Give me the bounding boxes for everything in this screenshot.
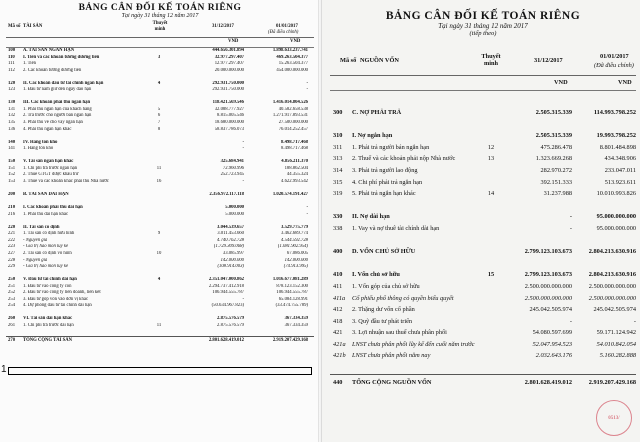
cell-v2: 188.862.504: [284, 165, 308, 171]
cell-code: 311: [333, 143, 343, 151]
cell-code: 132: [8, 113, 16, 119]
cell-label: TỔNG CỘNG TÀI SẢN: [23, 338, 73, 344]
cell-v2: 8.801.484.898: [599, 143, 636, 151]
right-continued: (tiếp theo): [469, 30, 497, 37]
cell-note: 7: [157, 120, 161, 126]
unit-v2: VND: [618, 79, 632, 86]
cell-v2: 67.086.005: [286, 250, 308, 256]
cell-v2: 27.500.000.000: [278, 120, 308, 126]
cell-label: 3. Đầu tư góp vốn vào đơn vị khác: [23, 296, 89, 302]
cell-note: 9: [157, 231, 161, 237]
cell-note: 16: [156, 178, 162, 184]
cell-label: D. VỐN CHỦ SỞ HỮU: [352, 248, 416, 256]
cell-v2: 367.334.359: [284, 322, 308, 328]
cell-v1: 12.977.297.407: [214, 61, 244, 67]
cell-code: 136: [8, 126, 16, 132]
company-seal: 0513/: [596, 400, 632, 436]
cell-v1: 2.032.643.176: [535, 352, 572, 360]
cell-label: V. Đầu tư tài chính dài hạn: [23, 277, 77, 283]
cell-code: 440: [333, 378, 343, 386]
cell-label: 5. Phải trả ngắn hạn khác: [352, 190, 416, 198]
cell-code: 210: [8, 205, 16, 211]
cell-label: VI. Tài sản dài hạn khác: [23, 316, 73, 322]
cell-v2: 15.263.504.377: [278, 61, 308, 67]
cell-note: 14: [487, 190, 495, 198]
cell-label: 2. Thặng dư vốn cổ phần: [352, 306, 415, 314]
cell-v1: 444.656.301.894: [212, 48, 244, 53]
cell-label: 3. Quỹ đầu tư phát triển: [352, 317, 413, 325]
cell-v1: 292.931.750.000: [212, 80, 244, 86]
cell-v2: 1.020.574.191.427: [272, 192, 308, 198]
cell-v2: 2.804.213.630.916: [588, 271, 636, 279]
cell-v1: 72.960.996: [222, 165, 244, 171]
cell-v1: 2.505.315.339: [535, 109, 572, 116]
cell-v2: 2.500.000.000.000: [588, 294, 636, 302]
cell-label: 2. Các khoản tương đương tiền: [23, 67, 82, 73]
cell-code: 315: [333, 178, 343, 186]
header-note: Thuyết minh: [481, 53, 501, 67]
cell-v1: 118.421.569.546: [212, 100, 244, 106]
cell-v2: 19.993.798.252: [596, 132, 636, 140]
cell-v1: 52.047.954.523: [532, 340, 572, 348]
cell-label: IV. Hàng tồn kho: [23, 139, 58, 145]
cell-code: 123: [8, 87, 16, 93]
table-row: [330, 107, 636, 119]
cell-v1: 32.977.297.407: [214, 54, 244, 60]
table-row: [330, 246, 636, 258]
table-row: [330, 200, 636, 212]
cell-v1: (1.729.309.068): [213, 244, 244, 250]
left-subtitle: Tại ngày 31 tháng 12 năm 2017: [121, 13, 199, 19]
table-row: [330, 258, 636, 270]
cell-code: 254: [8, 303, 16, 309]
cell-code: 411: [333, 282, 343, 290]
cell-label: - Nguyên giá: [23, 257, 48, 263]
cell-v1: 54.080.597.699: [532, 329, 572, 337]
cell-code: 330: [333, 213, 343, 221]
cell-code: 110: [8, 54, 15, 60]
header-v2-sub: (Đã điều chỉnh): [594, 62, 634, 69]
cell-label: LNST chưa phân phối năm nay: [352, 352, 431, 360]
table-row: [330, 304, 636, 316]
table-row: [330, 362, 636, 374]
cell-v2: 8.498.717.468: [281, 139, 308, 145]
table-row: [330, 165, 636, 177]
cell-v2: (1.081.902.954): [277, 244, 308, 250]
cell-label: 1. Phải thu dài hạn khác: [23, 211, 69, 217]
cell-code: 300: [333, 109, 343, 116]
cell-v2: (33.474.755.789): [275, 303, 308, 309]
left-table-header: [6, 21, 314, 38]
cell-v2: 4.856.211.370: [281, 159, 308, 165]
cell-label: 3. Phải thu về cho vay ngắn hạn: [23, 120, 83, 126]
table-row: [330, 119, 636, 131]
cell-code: 229: [8, 264, 16, 270]
header-v1: 31/12/2017: [534, 57, 563, 64]
table-row: [330, 281, 636, 293]
cell-v2: 95.000.000.000: [596, 213, 636, 221]
cell-v2: 106.944.555.787: [276, 290, 308, 296]
cell-label: 1. Phải trả người bán ngắn hạn: [352, 143, 430, 151]
table-row: [330, 142, 636, 154]
cell-v1: 3.044.539.657: [217, 224, 244, 230]
cell-v2: 1.271.917.893.531: [272, 113, 308, 119]
cell-label: 2. Thuế GTGT được khấu trừ: [23, 172, 79, 178]
cell-label: 1. Vay và nợ thuê tài chính dài hạn: [352, 224, 440, 232]
table-row: [330, 374, 636, 390]
unit-v1: VND: [554, 79, 568, 86]
header-v2: 01/01/2017: [276, 24, 298, 29]
cell-label: I. Vốn chủ sở hữu: [352, 271, 400, 279]
cell-code: 151: [8, 165, 16, 171]
cell-code: 153: [8, 178, 16, 184]
cell-v1: 8.815.005.546: [217, 113, 244, 119]
cell-v1: 1.323.669.268: [535, 155, 572, 163]
header-code: Mã số: [340, 57, 357, 64]
unit-v2: VND: [290, 39, 301, 44]
cell-v2: 2.919.207.429.168: [272, 338, 308, 344]
cell-v1: (50.634.967.823): [211, 303, 244, 309]
cell-v1: 475.286.478: [540, 143, 572, 151]
cell-v1: 282.970.272: [540, 166, 572, 174]
cell-label: 4. Phải thu ngắn hạn khác: [23, 126, 72, 132]
cell-v1: 2.875.576.579: [217, 316, 244, 322]
cell-v1: 3.011.453.660: [217, 231, 244, 237]
cell-v2: -: [306, 205, 308, 211]
table-row: [330, 211, 636, 223]
header-note: Thuyết minh: [152, 21, 168, 32]
cell-v2: 434.348.906: [604, 155, 636, 163]
cell-code: 150: [8, 159, 16, 165]
cell-v2: 3.529.775.779: [281, 224, 308, 230]
cell-label: I. Các khoản phải thu dài hạn: [23, 205, 83, 211]
cell-label: LNST chưa phân phối lũy kế đến cuối năm trước: [352, 340, 475, 348]
cell-v1: 2.356.972.117.118: [209, 192, 244, 198]
cell-label: 1. Đầu tư nắm giữ đến ngày đáo hạn: [23, 87, 92, 93]
cell-label: 1. Tài sản cố định hữu hình: [23, 231, 75, 237]
cell-label: 4. Chi phí phải trả ngắn hạn: [352, 178, 423, 186]
cell-v1: (108.914.003): [217, 264, 244, 270]
cell-label: 1. Hàng tồn kho: [23, 146, 54, 152]
cell-v1: 252.723.945: [220, 172, 244, 178]
cell-code: 200: [8, 192, 16, 198]
cell-v1: 18.680.000.000: [214, 120, 244, 126]
cell-label: 1. Phải thu ngắn hạn của khách hàng: [23, 106, 92, 112]
cell-note: 12: [487, 143, 495, 151]
right-unit-row: [330, 76, 636, 91]
cell-code: 152: [8, 172, 16, 178]
cell-label: 4. Dự phòng đầu tư tài chính dài hạn: [23, 303, 92, 309]
cell-label: TỔNG CỘNG NGUỒN VỐN: [352, 378, 432, 386]
cell-v1: 2.799.123.103.673: [524, 271, 572, 279]
table-row: [6, 336, 314, 345]
cell-v2: 142.000.000: [284, 257, 308, 263]
cell-v1: -: [242, 139, 244, 145]
table-row: [330, 350, 636, 362]
cell-code: 130: [8, 100, 16, 106]
cell-v1: 2.801.628.419.012: [208, 338, 244, 344]
cell-code: 220: [8, 224, 16, 230]
cell-code: 100: [8, 48, 16, 53]
cell-v2: -: [633, 317, 636, 325]
cell-v1: 4.740.762.728: [217, 237, 244, 243]
cell-note: 4: [157, 277, 161, 283]
cell-code: 319: [333, 190, 343, 198]
table-row: [330, 177, 636, 189]
cell-v2: 95.000.000.000: [596, 224, 636, 232]
cell-v1: 2.505.315.339: [535, 132, 572, 140]
cell-v2: 1.016.677.081.289: [272, 277, 308, 283]
header-v1: 31/12/2017: [212, 24, 234, 29]
cell-label: 1. Chi phí trả trước ngắn hạn: [23, 165, 78, 171]
cell-v2: 5.160.282.888: [599, 352, 636, 360]
cell-code: 313: [333, 155, 343, 163]
cell-v2: -: [306, 80, 308, 86]
cell-label: 1. Chi phí trả trước dài hạn: [23, 322, 74, 328]
cell-code: 227: [8, 250, 16, 256]
cell-note: 6: [157, 113, 161, 119]
cell-v2: 76.014.252.457: [278, 126, 308, 132]
cell-v1: 20.000.000.000: [214, 67, 244, 73]
header-v2: 01/01/2017: [600, 53, 629, 60]
table-row: [330, 316, 636, 328]
cell-note: 13: [487, 155, 495, 163]
cell-v1: -: [569, 213, 572, 221]
cell-v1: -: [569, 317, 572, 325]
cell-label: 3. Phải trả người lao động: [352, 166, 418, 174]
cell-v1: 5.000.000: [225, 205, 244, 211]
cell-label: 3. Thuế và các khoản khác phải thu Nhà nước: [23, 178, 109, 184]
cell-label: C. NỢ PHẢI TRẢ: [352, 109, 402, 116]
cell-code: 223: [8, 244, 16, 250]
cell-code: 135: [8, 120, 16, 126]
cell-v1: 5.000.000: [225, 211, 244, 217]
cell-v2: 40.582.658.538: [278, 106, 308, 112]
cell-v1: 31.237.988: [543, 190, 572, 198]
cell-v2: 2.500.000.000.000: [588, 282, 636, 290]
cell-v2: 513.923.611: [604, 178, 636, 186]
cell-v1: 2.351.047.000.862: [208, 277, 244, 283]
cell-note: 3: [157, 54, 161, 60]
header-v2-sub: (Đã điều chỉnh): [268, 30, 299, 35]
cell-code: 252: [8, 290, 16, 296]
cell-v1: 142.000.000: [220, 257, 244, 263]
cell-v2: 65.084.128.991: [278, 296, 308, 302]
cell-v1: 32.088.777.927: [214, 106, 244, 112]
left-unit-row: [6, 38, 314, 48]
cell-v1: 392.151.333: [540, 178, 572, 186]
cell-v1: 2.799.123.103.673: [524, 248, 572, 256]
cell-v1: 325.684.941: [220, 159, 244, 165]
cell-v2: 878.123.152.300: [276, 283, 308, 289]
cell-label: I. Tiền và các khoản tương đương tiền: [23, 54, 100, 60]
cell-note: 5: [157, 106, 161, 112]
cell-code: 112: [8, 67, 15, 73]
cell-v2: 1.898.633.237.741: [272, 48, 308, 53]
table-row: [330, 153, 636, 165]
cell-label: 1. Đầu tư vào công ty con: [23, 283, 72, 289]
cell-label: I. Nợ ngắn hạn: [352, 132, 393, 140]
cell-note: 8: [157, 126, 161, 132]
cell-code: 421b: [333, 352, 346, 360]
cell-v2: 1.416.014.804.526: [272, 100, 308, 106]
table-row: [330, 223, 636, 235]
cell-v2: 4.622.993.542: [281, 178, 308, 184]
cell-v2: 114.993.798.252: [593, 109, 636, 116]
cell-v2: 233.047.011: [604, 166, 636, 174]
cell-v1: 106.944.555.787: [212, 290, 244, 296]
cell-v2: -: [306, 211, 308, 217]
cell-label: 2. Thuế và các khoản phải nộp Nhà nước: [352, 155, 456, 163]
cell-code: 261: [8, 322, 16, 328]
cell-v2: -: [306, 87, 308, 93]
cell-code: 221: [8, 231, 16, 237]
cell-label: V. Tài sản ngắn hạn khác: [23, 159, 74, 165]
unit-v1: VND: [228, 39, 239, 44]
cell-label: 2. Đầu tư vào công ty liên doanh, liên kết: [23, 290, 101, 296]
cell-label: 1. Vốn góp của chủ sở hữu: [352, 282, 420, 290]
table-row: [330, 339, 636, 351]
cell-label: B. TÀI SẢN DÀI HẠN: [23, 192, 69, 198]
cell-code: 411a: [333, 294, 346, 302]
cell-v1: 2.875.576.579: [217, 322, 244, 328]
cell-v2: 367.334.359: [284, 316, 308, 322]
cell-note: 10: [156, 250, 162, 256]
table-row: [330, 293, 636, 305]
cell-code: 250: [8, 277, 16, 283]
cell-label: A. TÀI SẢN NGẮN HẠN: [23, 48, 75, 53]
cell-code: 222: [8, 237, 16, 243]
cell-v2: 469.263.504.377: [276, 54, 308, 60]
cell-v2: 4.544.592.728: [281, 237, 308, 243]
cell-v2: 3.462.689.774: [281, 231, 308, 237]
left-title: BẢNG CÂN ĐỐI KẾ TOÁN RIÊNG: [78, 3, 242, 13]
cell-label: II. Nợ dài hạn: [352, 213, 390, 221]
cell-note: 11: [156, 322, 162, 328]
cell-v2: 2.804.213.630.916: [588, 248, 636, 256]
cell-label: 1. Tiền: [23, 61, 37, 67]
header-label: TÀI SẢN: [23, 24, 43, 29]
cell-v2: 245.042.505.974: [593, 306, 636, 314]
right-title: BẢNG CÂN ĐỐI KẾ TOÁN RIÊNG: [385, 10, 581, 22]
cell-code: 251: [8, 283, 16, 289]
cell-label: II. Các khoản đầu tư tài chính ngắn hạn: [23, 80, 104, 86]
table-row: [330, 269, 636, 281]
cell-label: - Giá trị hao mòn lũy kế: [23, 244, 69, 250]
cell-label: Cổ phiếu phổ thông có quyền biểu quyết: [352, 294, 454, 302]
cell-label: - Nguyên giá: [23, 237, 48, 243]
cell-label: 3. Lợi nhuận sau thuế chưa phân phối: [352, 329, 447, 337]
cell-v1: 2.500.000.000.000: [524, 294, 572, 302]
cell-code: 270: [8, 338, 16, 344]
table-row: [330, 188, 636, 200]
cell-v1: 2.500.000.000.000: [524, 282, 572, 290]
cell-code: 418: [333, 317, 343, 325]
table-row: [330, 130, 636, 142]
cell-label: 2. Trả trước cho người bán ngắn hạn: [23, 113, 92, 119]
cell-code: 421: [333, 329, 343, 337]
cell-v1: 2.801.628.419.012: [524, 378, 572, 386]
right-table-header: [330, 51, 636, 76]
left-page: [0, 0, 318, 442]
cell-code: 111: [8, 61, 15, 67]
table-row: [330, 235, 636, 247]
cell-note: 15: [487, 271, 495, 279]
cell-v1: 292.931.750.000: [212, 87, 244, 93]
header-code: Mã số: [8, 24, 21, 29]
cell-v2: 10.010.993.826: [596, 190, 636, 198]
cell-code: 410: [333, 271, 343, 279]
cell-code: 314: [333, 166, 343, 174]
right-page: [322, 0, 640, 442]
cell-v1: 245.042.505.974: [529, 306, 572, 314]
cell-code: 260: [8, 316, 16, 322]
cell-label: 2. Tài sản cố định vô hình: [23, 250, 72, 256]
cell-v1: 33.085.997: [222, 250, 244, 256]
cell-code: 120: [8, 80, 16, 86]
cell-v1: -: [242, 296, 244, 302]
table-row: [330, 327, 636, 339]
left-rows: [6, 48, 314, 345]
cell-v2: 8.498.717.468: [281, 146, 308, 152]
cell-code: 310: [333, 132, 343, 140]
cell-note: 11: [156, 165, 162, 171]
cell-label: - Giá trị hao mòn lũy kế: [23, 264, 69, 270]
cell-v1: -: [242, 146, 244, 152]
cell-code: 400: [333, 248, 343, 256]
annotation-marker: 1: [1, 364, 7, 375]
cell-v2: 54.010.842.054: [596, 340, 636, 348]
cell-v2: 44.355.324: [286, 172, 308, 178]
cell-code: 338: [333, 224, 343, 232]
cell-code: 131: [8, 106, 16, 112]
cell-code: 412: [333, 306, 343, 314]
cell-v1: -: [242, 178, 244, 184]
cell-code: 216: [8, 211, 16, 217]
right-subtitle: Tại ngày 31 tháng 12 năm 2017: [438, 22, 528, 30]
cell-code: 228: [8, 257, 16, 263]
header-label: NGUỒN VỐN: [360, 57, 399, 64]
cell-label: II. Tài sản cố định: [23, 224, 60, 230]
cell-code: 140: [8, 139, 16, 145]
cell-code: 421a: [333, 340, 346, 348]
cell-v1: -: [569, 224, 572, 232]
cell-v2: 454.000.000.000: [276, 67, 308, 73]
cell-v1: 2.294.737.412.918: [208, 283, 244, 289]
cell-v1: 58.837.786.073: [214, 126, 244, 132]
highlight-box: [8, 367, 312, 375]
cell-code: 253: [8, 296, 16, 302]
cell-v2: (74.913.995): [283, 264, 308, 270]
cell-label: III. Các khoản phải thu ngắn hạn: [23, 100, 91, 106]
cell-code: 141: [8, 146, 16, 152]
cell-note: 4: [157, 80, 161, 86]
cell-v2: 59.171.124.942: [596, 329, 636, 337]
right-rows: [330, 107, 636, 390]
cell-v2: 2.919.207.429.168: [588, 378, 636, 386]
